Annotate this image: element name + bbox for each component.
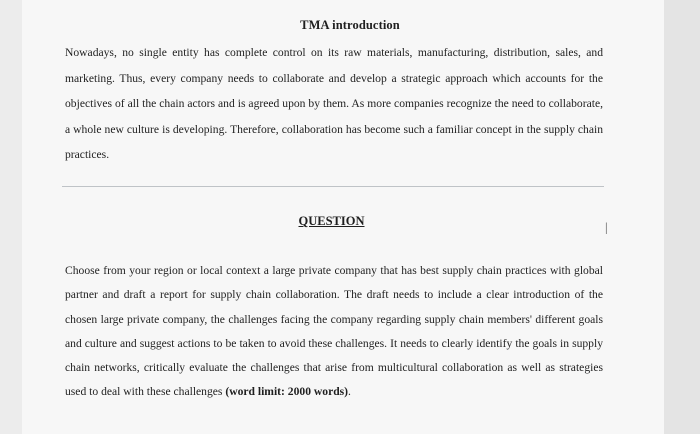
question-paragraph: [65, 259, 603, 405]
intro-paragraph: Nowadays, no single entity has complete control on its raw materials, manufacturing, distribution, sales, and marketing. Thus, every company needs to collaborate and develop a strategic approach which accounts for the objectives of all the chain actors and is agreed upon by them. As more companies recognize the need to collaborate, a whole new culture is developing. Therefore, collaboration has become such a familiar concept in the supply chain practices.: [65, 46, 603, 161]
document-title: TMA introduction: [300, 18, 400, 32]
question-end: .: [348, 385, 351, 399]
text-cursor-icon: I: [604, 219, 609, 238]
section-divider: [62, 186, 604, 187]
word-limit: (word limit: 2000 words): [225, 385, 349, 399]
question-body: Choose from your region or local context a large private company that has best supply chain practices with global partner and draft a report for supply chain collaboration. The draft needs to include a clear introduction of the chosen large private company, the challenges facing the company regarding supply chain members' different goals and culture and suggest actions to be taken to avoid these challenges. It needs to clearly identify the goals in supply chain networks, critically evaluate the challenges that arise from multicultural collaboration as well as strategies used to deal with these challenges: [65, 264, 603, 399]
right-margin: [664, 0, 700, 434]
question-heading: QUESTION: [298, 214, 365, 228]
